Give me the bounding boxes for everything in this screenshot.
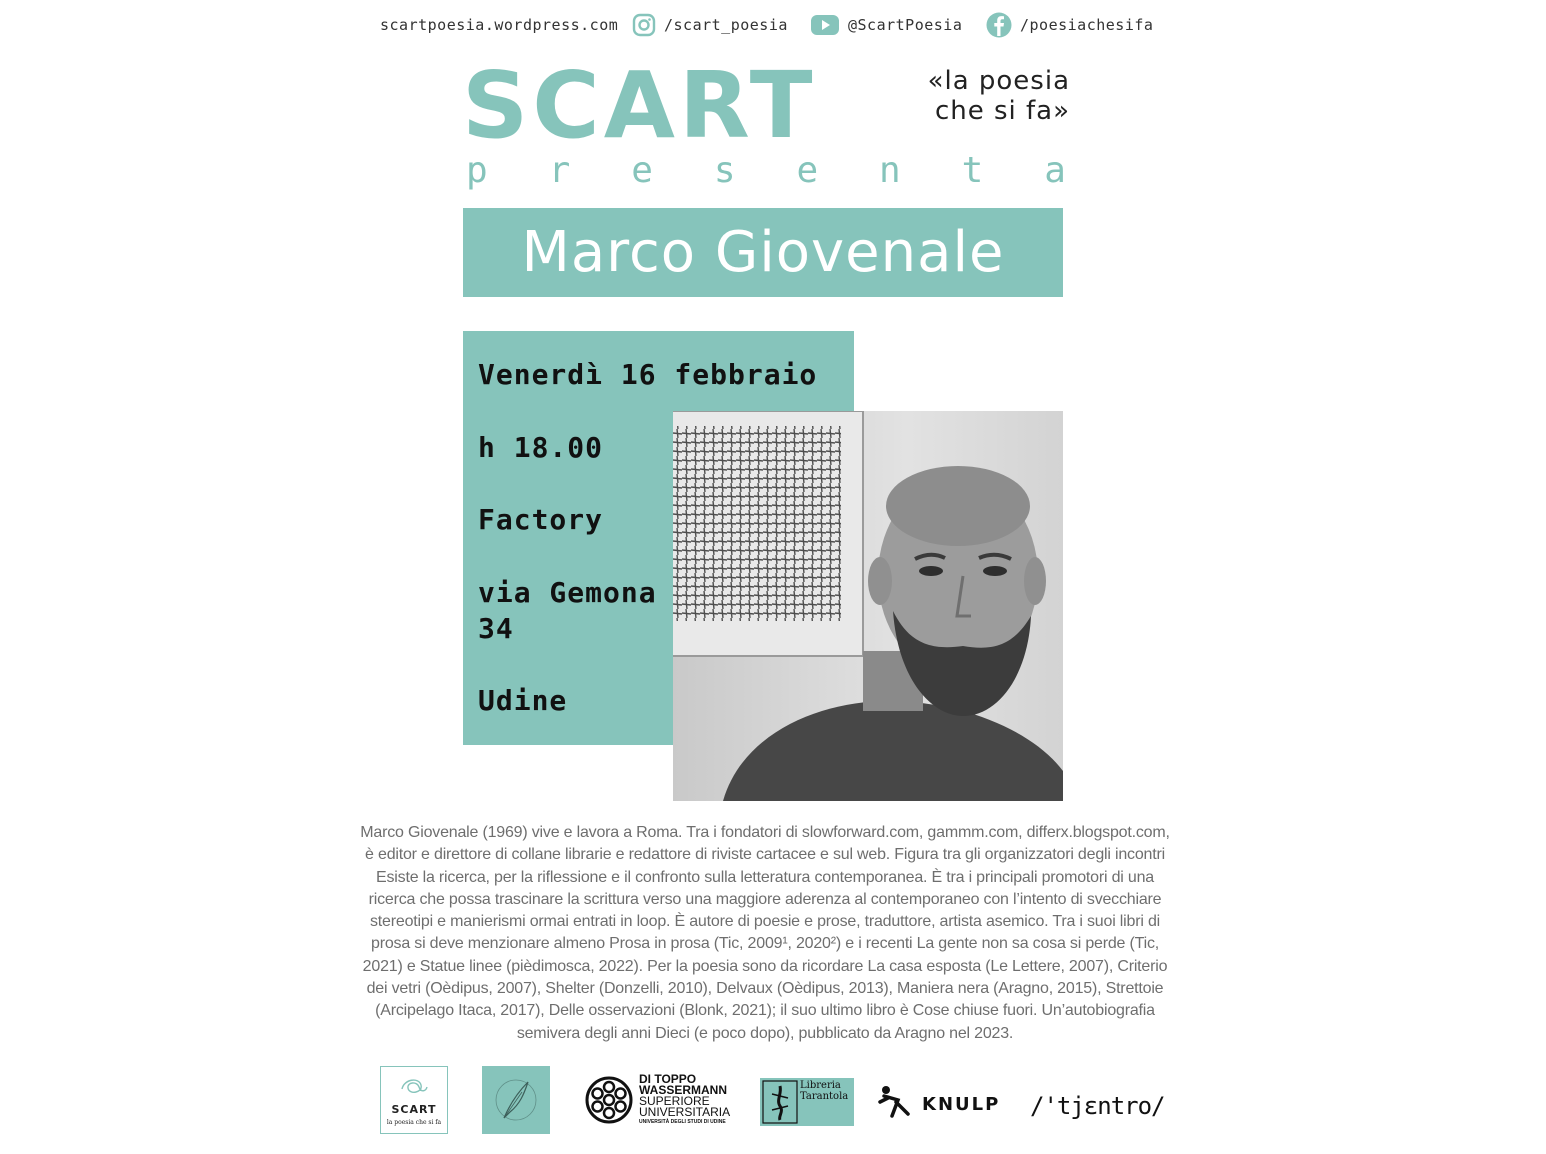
presenta-subtitle — [466, 150, 1066, 191]
libreria-line-1: Libreria — [800, 1080, 841, 1091]
reel-icon — [585, 1076, 633, 1124]
tagline-line-1: «la poesia — [927, 66, 1070, 96]
libreria-tarantola-logo[interactable] — [760, 1078, 854, 1126]
scart-title: SCART — [462, 52, 817, 159]
instagram-handle: /scart_poesia — [664, 16, 788, 34]
youtube-handle: @ScartPoesia — [848, 16, 963, 34]
event-time: h 18.00 — [478, 431, 604, 464]
tagline-line-2: che si fa» — [934, 96, 1070, 126]
tagline — [880, 66, 1070, 126]
social-links-bar — [0, 10, 1546, 40]
scart-logo-title: SCART — [391, 1103, 437, 1116]
presenta-letter: e — [631, 150, 653, 191]
ditoppo-line-2: WASSERMANN — [639, 1083, 728, 1097]
libreria-line-2: Tarantola — [800, 1091, 849, 1102]
event-city: Udine — [478, 684, 568, 717]
ditoppo-line-1: DI TOPPO — [639, 1072, 697, 1086]
teatro-logo[interactable]: /'tjɛntro/ — [1030, 1092, 1165, 1120]
presenta-letter: a — [1044, 150, 1066, 191]
feather-logo[interactable] — [482, 1066, 550, 1134]
event-date: Venerdì 16 febbraio — [478, 358, 818, 391]
facebook-link[interactable] — [986, 10, 1153, 40]
website-text: scartpoesia.wordpress.com — [380, 16, 619, 34]
ditoppo-line-5: UNIVERSITÀ DEGLI STUDI DI UDINE — [639, 1119, 726, 1125]
ditoppo-wassermann-logo[interactable] — [585, 1074, 745, 1134]
presenta-letter: r — [548, 150, 571, 191]
speaker-banner — [463, 208, 1063, 297]
youtube-icon — [810, 14, 840, 36]
facebook-icon — [986, 12, 1012, 38]
knulp-logo[interactable] — [878, 1084, 1018, 1124]
presenta-letter: p — [466, 150, 488, 191]
speaker-photo — [673, 411, 1063, 801]
feather-icon — [482, 1066, 550, 1134]
presenta-letter: n — [879, 150, 901, 191]
scribble-icon — [399, 1075, 429, 1099]
ditoppo-line-4: UNIVERSITARIA — [639, 1105, 731, 1119]
runner-icon — [878, 1084, 914, 1120]
facebook-handle: /poesiachesifa — [1020, 16, 1154, 34]
scart-logo-subtitle: la poesia che si fa — [386, 1119, 442, 1126]
instagram-icon — [632, 13, 656, 37]
speaker-name: Marco Giovenale — [521, 220, 1005, 285]
presenta-letter: t — [961, 150, 984, 191]
event-street: via Gemona — [478, 576, 657, 609]
event-venue: Factory — [478, 503, 604, 536]
knulp-text: KNULP — [922, 1094, 1001, 1115]
event-street-number: 34 — [478, 612, 514, 645]
portrait-image — [673, 411, 1063, 801]
youtube-link[interactable] — [810, 10, 962, 40]
instagram-link[interactable] — [632, 10, 788, 40]
presenta-letter: e — [796, 150, 819, 191]
website-link[interactable] — [380, 10, 618, 40]
speaker-bio: Marco Giovenale (1969) vive e lavora a Roma. Tra i fondatori di slowforward.com, gammm.com, differx.blogspot.com, è editor e direttore di collane librarie e redattore di riviste cartacee e sul web. Figura tra gli organizzatori degli incontri Esiste la ricerca, per la riflessione e il confronto sulla letteratura contemporanea. È tra i principali promotori di una ricerca che possa trascinare la scrittura verso una maggiore aderenza al contemporaneo con l’intento di svecchiare stereotipi e manierismi ormai entrati in loop. È autore di poesie e prose, traduttore, artista asemico. Tra i suoi libri di prosa si deve menzionare almeno Prosa in prosa (Tic, 2009¹, 2020²) e i recenti La gente non sa cosa si perde (Tic, 2021) e Statue linee (pièdimosca, 2022). Per la poesia sono da ricordare La casa esposta (Le Lettere, 2007), Criterio dei vetri (Oèdipus, 2007), Shelter (Donzelli, 2010), Delvaux (Oèdipus, 2013), Maniera nera (Aragno, 2015), Strettoie (Arcipelago Itaca, 2017), Delle osservazioni (Blonk, 2021); il suo ultimo libro è Cose chiuse fuori. Un’autobiografia semivera degli anni Dieci (e poco dopo), pubblicato da Aragno nel 2023. — [360, 824, 1170, 1042]
lizard-icon — [762, 1080, 798, 1124]
sponsor-logos — [0, 1066, 1546, 1136]
scart-logo[interactable] — [380, 1066, 448, 1134]
ditoppo-line-3: SUPERIORE — [639, 1094, 710, 1108]
presenta-letter: s — [713, 150, 736, 191]
